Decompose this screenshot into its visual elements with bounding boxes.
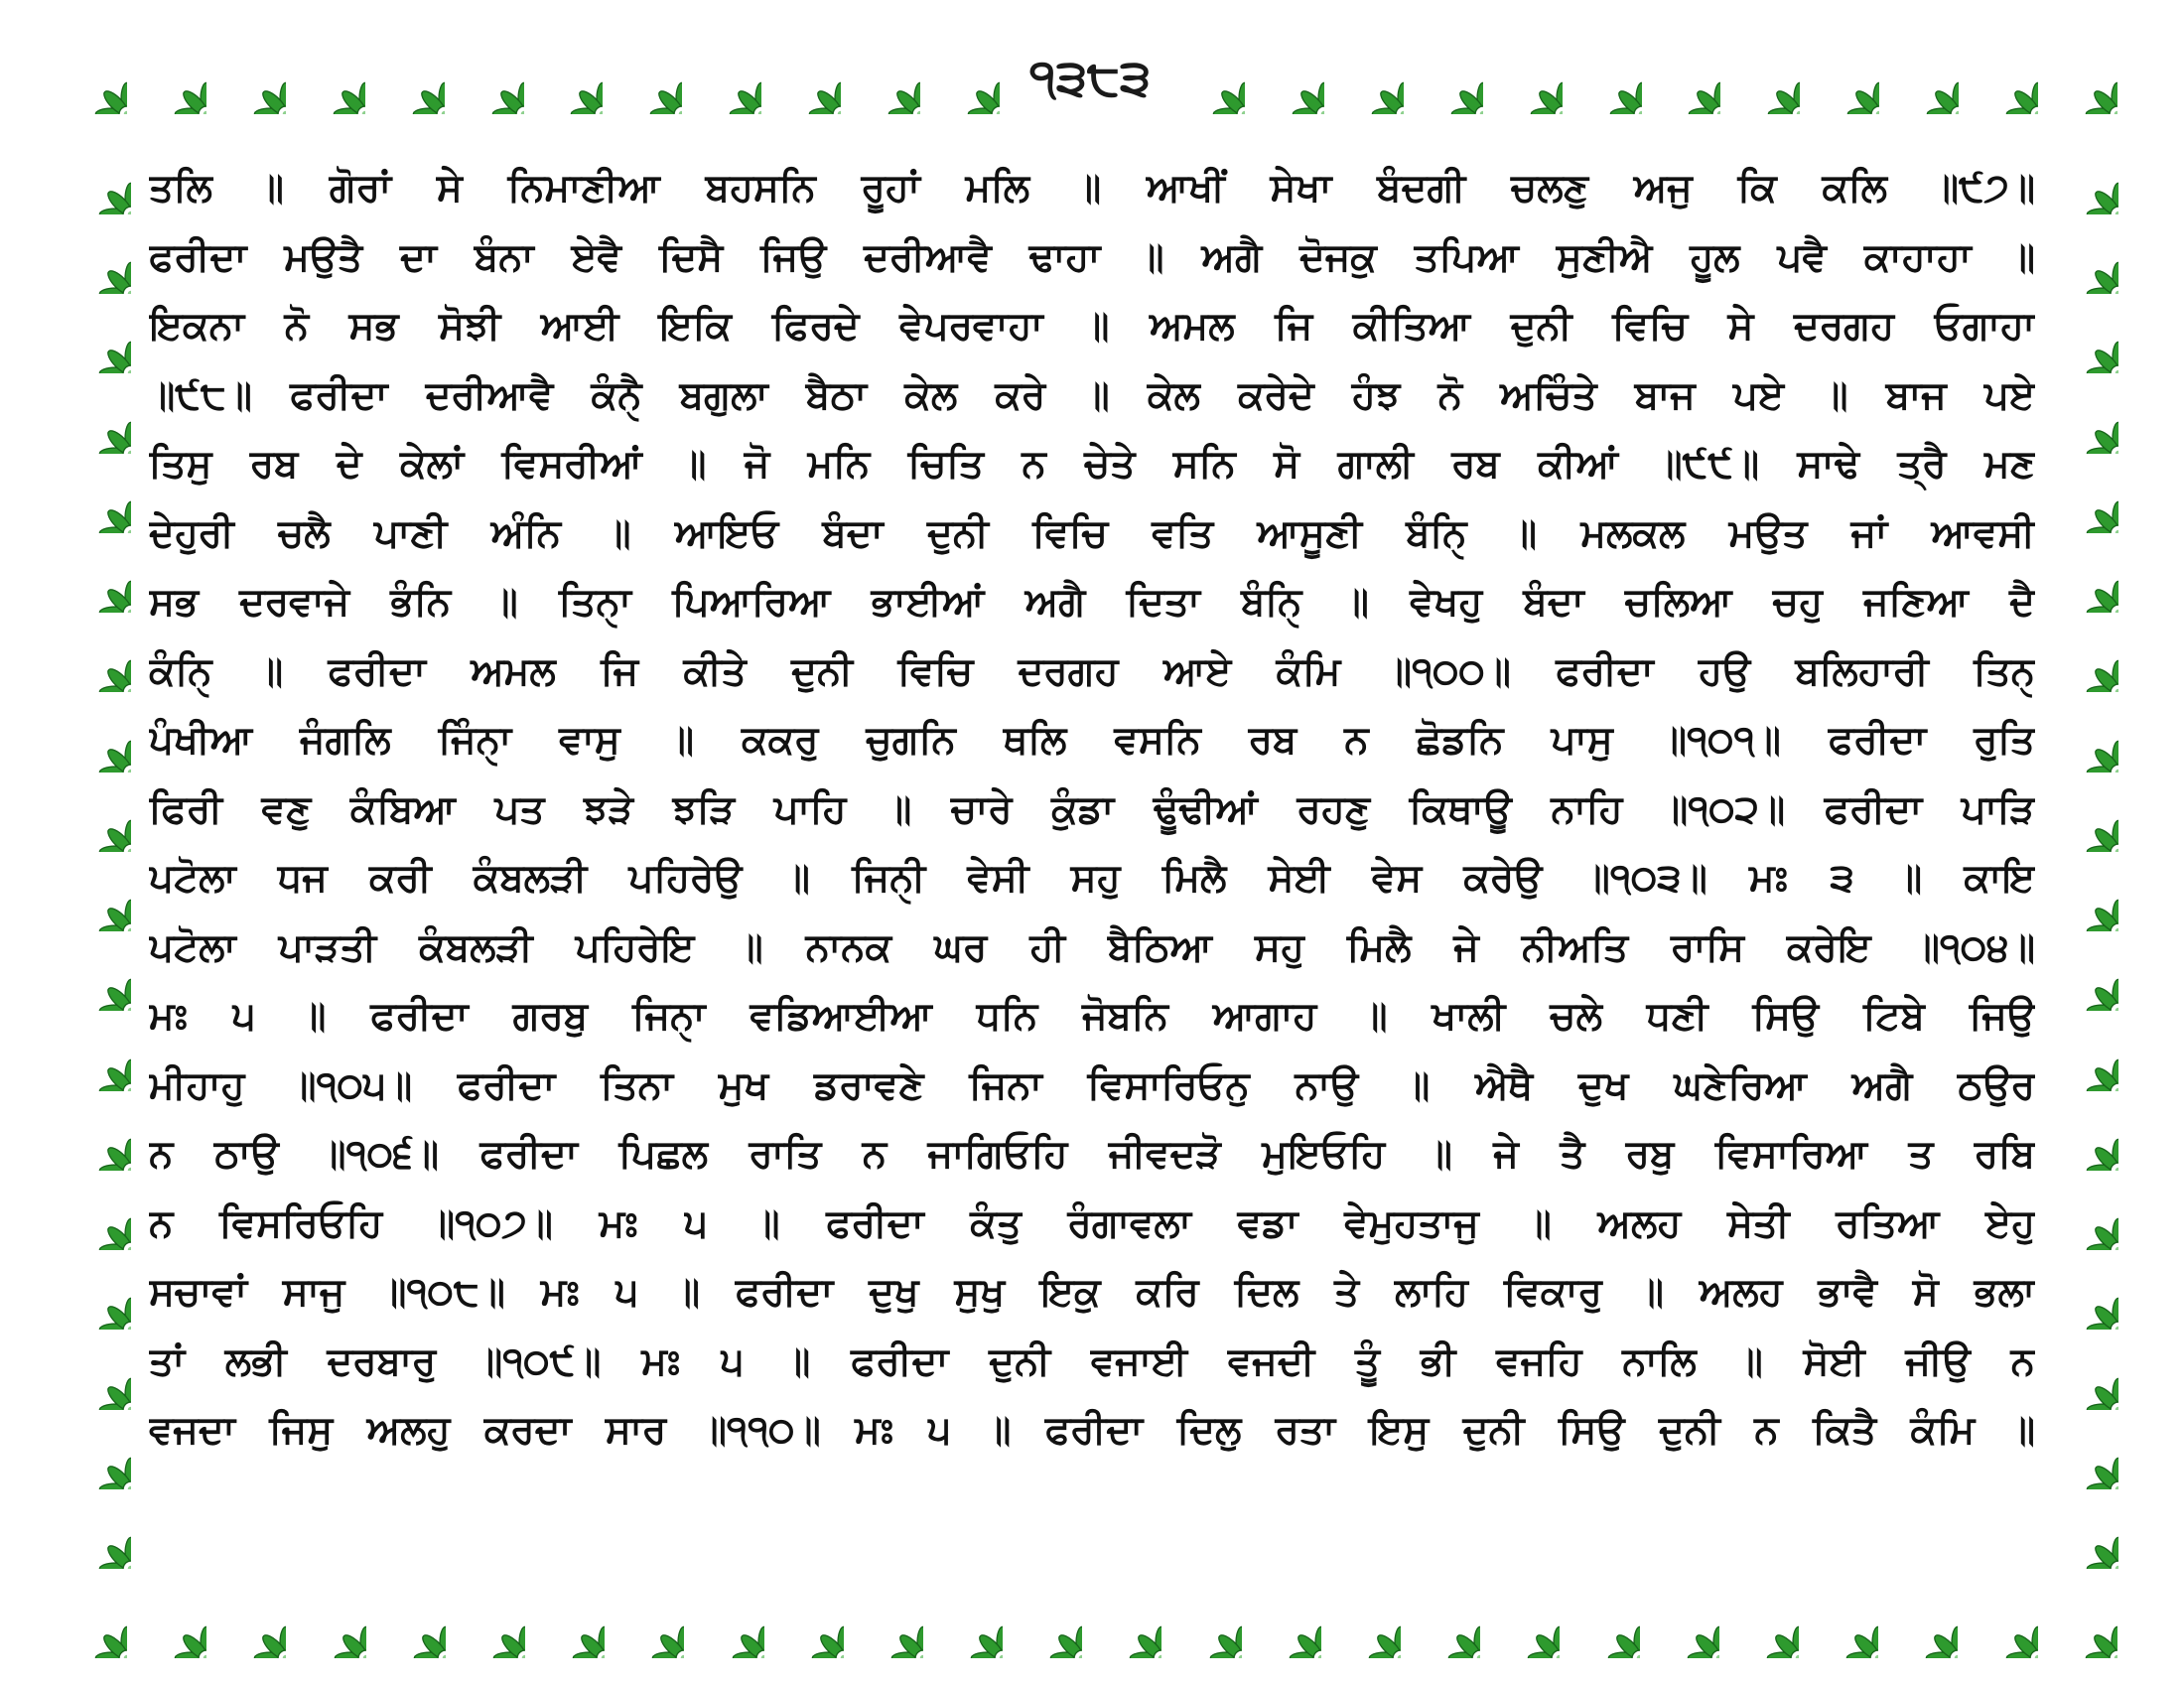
text-line: ਦੇਹੁਰੀ ਚਲੈ ਪਾਣੀ ਅੰਨਿ ॥ ਆਇਓ ਬੰਦਾ ਦੁਨੀ ਵਿਚਿ ਵਤਿ ਆਸੂਣੀ ਬੰਨਿੑ ॥ ਮਲਕਲ ਮਉਤ ਜਾਂ ਆਵਸੀ [149, 510, 2035, 556]
green-flower-icon [1813, 1593, 1878, 1658]
bottom-border [62, 1589, 2117, 1662]
green-flower-icon [775, 49, 841, 114]
green-flower-icon [66, 308, 131, 373]
green-flower-icon [2053, 308, 2118, 373]
text-line: ਨ ਠਾਉ ॥੧੦੬॥ ਫਰੀਦਾ ਪਿਛਲ ਰਾਤਿ ਨ ਜਾਗਿਓਹਿ ਜੀਵਦੜੋ ਮੁਇਓਹਿ ॥ ਜੇ ਤੈ ਰਬੁ ਵਿਸਾਰਿਆ ਤ ਰਬਿ [149, 1132, 2035, 1177]
text-line: ਸਭ ਦਰਵਾਜੇ ਭੰਨਿ ॥ ਤਿਨੑਾ ਪਿਆਰਿਆ ਭਾਈਆਂ ਅਗੈ ਦਿਤਾ ਬੰਨਿੑ ॥ ਵੇਖਹੁ ਬੰਦਾ ਚਲਿਆ ਚਹੁ ਜਣਿਆ ਦੈ [149, 580, 2035, 625]
green-flower-icon [2053, 149, 2118, 214]
green-flower-icon [1096, 1593, 1161, 1658]
green-flower-icon [1176, 1593, 1242, 1658]
green-flower-icon [1892, 1593, 1958, 1658]
green-flower-icon [618, 1593, 684, 1658]
green-flower-icon [1814, 49, 1879, 114]
green-flower-icon [141, 1593, 206, 1658]
green-flower-icon [220, 49, 286, 114]
text-line: ਤਿਸੁ ਰਬ ਦੇ ਕੇਲਾਂ ਵਿਸਰੀਆਂ ॥ ਜੋ ਮਨਿ ਚਿਤਿ ਨ ਚੇਤੇ ਸਨਿ ਸੋ ਗਾਲੀ ਰਬ ਕੀਆਂ ॥੯੯॥ ਸਾਢੇ ਤ੍ਰੈ ਮਣ [149, 442, 2035, 487]
green-flower-icon [1576, 49, 1642, 114]
text-line: ਨ ਵਿਸਰਿਓਹਿ ॥੧੦੭॥ ਮਃ ੫ ॥ ਫਰੀਦਾ ਕੰਤੁ ਰੰਗਾਵਲਾ ਵਡਾ ਵੇਮੁਹਤਾਜੁ ॥ ਅਲਹ ਸੇਤੀ ਰਤਿਆ ਏਹੁ [149, 1200, 2035, 1246]
green-flower-icon [379, 49, 445, 114]
green-flower-icon [1338, 49, 1404, 114]
green-flower-icon [1893, 49, 1959, 114]
green-flower-icon [539, 1593, 605, 1658]
text-line: ਪੰਖੀਆ ਜੰਗਲਿ ਜਿੰਨੑਾ ਵਾਸੁ ॥ ਕਕਰੁ ਚੁਗਨਿ ਥਲਿ ਵਸਨਿ ਰਬ ਨ ਛੋਡਨਿ ਪਾਸੁ ॥੧੦੧॥ ਫਰੀਦਾ ਰੁਤਿ [149, 718, 2035, 763]
green-flower-icon [2053, 228, 2118, 294]
text-line: ਪਟੋਲਾ ਪਾੜਤੀ ਕੰਬਲੜੀ ਪਹਿਰੇਇ ॥ ਨਾਨਕ ਘਰ ਹੀ ਬੈਠਿਆ ਸਹੁ ਮਿਲੈ ਜੇ ਨੀਅਤਿ ਰਾਸਿ ਕਰੇਇ ॥੧੦੪॥ [149, 924, 2035, 970]
green-flower-icon [1574, 1593, 1640, 1658]
green-flower-icon [855, 49, 920, 114]
green-flower-icon [2053, 1185, 2118, 1250]
green-flower-icon [1973, 1593, 2038, 1658]
green-flower-icon [537, 49, 603, 114]
green-flower-icon [2053, 547, 2118, 613]
green-flower-icon [1335, 1593, 1401, 1658]
green-flower-icon [66, 707, 131, 773]
green-flower-icon [778, 1593, 844, 1658]
green-flower-icon [616, 49, 682, 114]
green-flower-icon [2053, 707, 2118, 773]
page-number: ੧੩੮੩ [1028, 49, 1152, 106]
green-flower-icon [2053, 1503, 2118, 1569]
green-flower-icon [2053, 1026, 2118, 1091]
green-flower-icon [1733, 1593, 1799, 1658]
green-flower-icon [934, 49, 1000, 114]
text-line: ਤਲਿ ॥ ਗੋਰਾਂ ਸੇ ਨਿਮਾਣੀਆ ਬਹਸਨਿ ਰੂਹਾਂ ਮਲਿ ॥ ਆਖੀਂ ਸੇਖਾ ਬੰਦਗੀ ਚਲਣੁ ਅਜੁ ਕਿ ਕਲਿ ॥੯੭॥ [149, 166, 2035, 211]
green-flower-icon [1734, 49, 1800, 114]
green-flower-icon [66, 228, 131, 294]
green-flower-icon [2053, 866, 2118, 931]
text-line: ॥੯੮॥ ਫਰੀਦਾ ਦਰੀਆਵੈ ਕੰਨੑੈ ਬਗੁਲਾ ਬੈਠਾ ਕੇਲ ਕਰੇ ॥ ਕੇਲ ਕਰੇਦੇ ਹੰਝ ਨੋ ਅਚਿੰਤੇ ਬਾਜ ਪਏ ॥ ਬਾਜ ਪਏ [149, 372, 2035, 418]
green-flower-icon [66, 1185, 131, 1250]
green-flower-icon [1259, 49, 1324, 114]
green-flower-icon [2053, 627, 2118, 692]
green-flower-icon [1655, 49, 1720, 114]
text-line: ਵਜਦਾ ਜਿਸੁ ਅਲਹੁ ਕਰਦਾ ਸਾਰ ॥੧੧੦॥ ਮਃ ੫ ॥ ਫਰੀਦਾ ਦਿਲੁ ਰਤਾ ਇਸੁ ਦੁਨੀ ਸਿਉ ਦੁਨੀ ਨ ਕਿਤੈ ਕੰਮਿ ॥ [149, 1408, 2035, 1453]
green-flower-icon [380, 1593, 446, 1658]
green-flower-icon [66, 1503, 131, 1569]
text-line: ਫਿਰੀ ਵਣੁ ਕੰਬਿਆ ਪਤ ਝੜੇ ਝੜਿ ਪਾਹਿ ॥ ਚਾਰੇ ਕੁੰਡਾ ਢੂੰਢੀਆਂ ਰਹਣੁ ਕਿਥਾਊ ਨਾਹਿ ॥੧੦੨॥ ਫਰੀਦਾ ਪਾੜਿ [149, 786, 2035, 832]
green-flower-icon [66, 627, 131, 692]
green-flower-icon [858, 1593, 923, 1658]
green-flower-icon [2053, 786, 2118, 852]
green-flower-icon [66, 1105, 131, 1171]
green-flower-icon [699, 1593, 764, 1658]
left-border [64, 149, 133, 1569]
green-flower-icon [2052, 1593, 2117, 1658]
green-flower-icon [1973, 49, 2038, 114]
green-flower-icon [62, 1593, 127, 1658]
text-line: ਇਕਨਾ ਨੋ ਸਭ ਸੋਝੀ ਆਈ ਇਕਿ ਫਿਰਦੇ ਵੇਪਰਵਾਹਾ ॥ ਅਮਲ ਜਿ ਕੀਤਿਆ ਦੁਨੀ ਵਿਚਿ ਸੇ ਦਰਗਹ ਓਗਾਹਾ [149, 304, 2035, 349]
green-flower-icon [66, 786, 131, 852]
green-flower-icon [2053, 1105, 2118, 1171]
green-flower-icon [62, 49, 127, 114]
green-flower-icon [66, 547, 131, 613]
green-flower-icon [220, 1593, 286, 1658]
green-flower-icon [1418, 49, 1483, 114]
right-border [2051, 149, 2120, 1569]
top-border-right [1179, 45, 2117, 118]
green-flower-icon [66, 468, 131, 533]
green-flower-icon [2053, 945, 2118, 1011]
green-flower-icon [66, 866, 131, 931]
green-flower-icon [1497, 49, 1563, 114]
green-flower-icon [2053, 1264, 2118, 1330]
text-line: ਮਃ ੫ ॥ ਫਰੀਦਾ ਗਰਬੁ ਜਿਨੑਾ ਵਡਿਆਈਆ ਧਨਿ ਜੋਬਨਿ ਆਗਾਹ ॥ ਖਾਲੀ ਚਲੇ ਧਣੀ ਸਿਉ ਟਿਬੇ ਜਿਉ [149, 994, 2035, 1039]
green-flower-icon [1017, 1593, 1082, 1658]
green-flower-icon [696, 49, 761, 114]
green-flower-icon [66, 149, 131, 214]
green-flower-icon [937, 1593, 1003, 1658]
green-flower-icon [460, 1593, 525, 1658]
green-flower-icon [1179, 49, 1245, 114]
green-flower-icon [66, 1344, 131, 1410]
green-flower-icon [66, 1424, 131, 1489]
green-flower-icon [1494, 1593, 1560, 1658]
green-flower-icon [2053, 468, 2118, 533]
text-line: ਪਟੋਲਾ ਧਜ ਕਰੀ ਕੰਬਲੜੀ ਪਹਿਰੇਉ ॥ ਜਿਨੑੀ ਵੇਸੀ ਸਹੁ ਮਿਲੈ ਸੇਈ ਵੇਸ ਕਰੇਉ ॥੧੦੩॥ ਮਃ ੩ ॥ ਕਾਇ [149, 856, 2035, 901]
green-flower-icon [66, 388, 131, 454]
green-flower-icon [66, 1026, 131, 1091]
green-flower-icon [2053, 1344, 2118, 1410]
top-border-left [62, 45, 1000, 118]
text-line: ਫਰੀਦਾ ਮਉਤੈ ਦਾ ਬੰਨਾ ਏਵੈ ਦਿਸੈ ਜਿਉ ਦਰੀਆਵੈ ਢਾਹਾ ॥ ਅਗੈ ਦੋਜਕੁ ਤਪਿਆ ਸੁਣੀਐ ਹੂਲ ਪਵੈ ਕਾਹਾਹਾ ॥ [149, 234, 2035, 280]
green-flower-icon [66, 945, 131, 1011]
green-flower-icon [66, 1264, 131, 1330]
gurbani-text [149, 154, 2035, 1544]
green-flower-icon [2053, 388, 2118, 454]
text-line: ਕੰਨਿੑ ॥ ਫਰੀਦਾ ਅਮਲ ਜਿ ਕੀਤੇ ਦੁਨੀ ਵਿਚਿ ਦਰਗਹ ਆਏ ਕੰਮਿ ॥੧੦੦॥ ਫਰੀਦਾ ਹਉ ਬਲਿਹਾਰੀ ਤਿਨੑ [149, 648, 2035, 694]
text-line: ਸਚਾਵਾਂ ਸਾਜੁ ॥੧੦੮॥ ਮਃ ੫ ॥ ਫਰੀਦਾ ਦੁਖੁ ਸੁਖੁ ਇਕੁ ਕਰਿ ਦਿਲ ਤੇ ਲਾਹਿ ਵਿਕਾਰੁ ॥ ਅਲਹ ਭਾਵੈ ਸੋ ਭਲਾ [149, 1270, 2035, 1315]
green-flower-icon [141, 49, 206, 114]
green-flower-icon [1415, 1593, 1480, 1658]
green-flower-icon [1654, 1593, 1719, 1658]
green-flower-icon [2053, 1424, 2118, 1489]
green-flower-icon [300, 49, 365, 114]
green-flower-icon [459, 49, 524, 114]
text-line: ਮੀਹਾਹੁ ॥੧੦੫॥ ਫਰੀਦਾ ਤਿਨਾ ਮੁਖ ਡਰਾਵਣੇ ਜਿਨਾ ਵਿਸਾਰਿਓਨੁ ਨਾਉ ॥ ਐਥੈ ਦੁਖ ਘਣੇਰਿਆ ਅਗੈ ਠਉਰ [149, 1062, 2035, 1108]
green-flower-icon [1256, 1593, 1321, 1658]
green-flower-icon [2052, 49, 2117, 114]
text-line: ਤਾਂ ਲਭੀ ਦਰਬਾਰੁ ॥੧੦੯॥ ਮਃ ੫ ॥ ਫਰੀਦਾ ਦੁਨੀ ਵਜਾਈ ਵਜਦੀ ਤੂੰ ਭੀ ਵਜਹਿ ਨਾਲਿ ॥ ਸੋਈ ਜੀਉ ਨ [149, 1338, 2035, 1384]
green-flower-icon [301, 1593, 366, 1658]
